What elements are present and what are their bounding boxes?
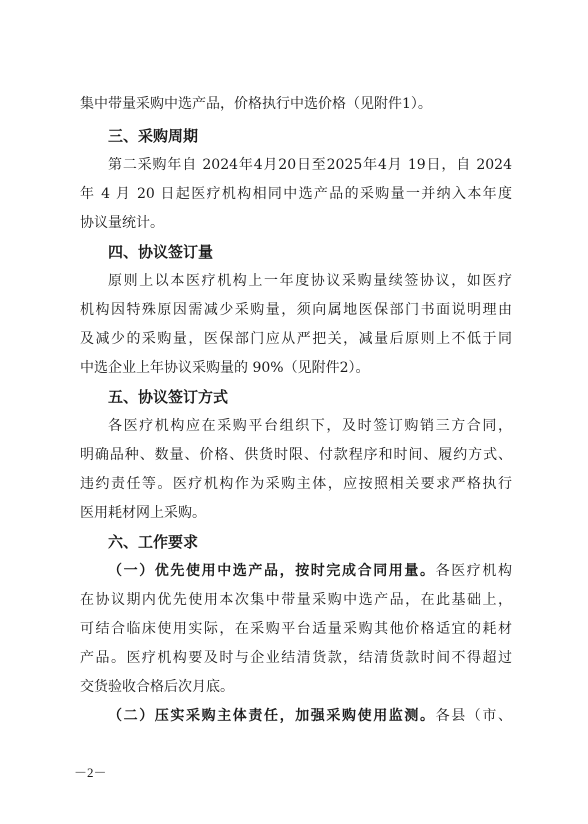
section-heading-3: 三、采购周期 (108, 127, 199, 145)
paragraph-line: 协议量统计。 (80, 215, 164, 231)
subsection-text: 各县（市、 (435, 708, 513, 724)
paragraph-line: 各医疗机构应在采购平台组织下，及时签订购销三方合同， (108, 418, 512, 434)
paragraph-line: 及减少的采购量，医保部门应从严把关，减量后原则上不低于同 (80, 331, 512, 347)
paragraph-line: 交货验收合格后次月底。 (80, 679, 234, 695)
paragraph-line: 可结合临床使用实际，在采购平台适量采购其他价格适宜的耗材 (80, 621, 512, 637)
paragraph-line: 违约责任等。医疗机构作为采购主体，应按照相关要求严格执行 (80, 476, 512, 492)
paragraph-line: 在协议期内优先使用本次集中带量采购中选产品，在此基础上， (80, 592, 512, 608)
paragraph-line: 明确品种、数量、价格、供货时限、付款程序和时间、履约方式、 (80, 447, 512, 463)
paragraph-line: 医用耗材网上采购。 (80, 505, 206, 521)
section-heading-4: 四、协议签订量 (108, 243, 214, 261)
paragraph-line: 原则上以本医疗机构上一年度协议采购量续签协议，如医疗 (108, 273, 512, 289)
paragraph-line: 集中带量采购中选产品，价格执行中选价格（见附件1）。 (80, 96, 432, 112)
paragraph-line: 产品。医疗机构要及时与企业结清货款，结清货款时间不得超过 (80, 650, 512, 666)
paragraph-line (108, 706, 512, 726)
section-heading-6: 六、工作要求 (108, 533, 199, 551)
page-number: －2－ (74, 765, 107, 780)
section-heading-5: 五、协议签订方式 (108, 388, 229, 406)
subsection-title-2: （二）压实采购主体责任，加强采购使用监测。 (108, 708, 436, 724)
subsection-title-1: （一）优先使用中选产品，按时完成合同用量。 (108, 563, 436, 579)
paragraph-line (108, 561, 512, 581)
paragraph-line: 机构因特殊原因需减少采购量，须向属地医保部门书面说明理由 (80, 302, 512, 318)
paragraph-line: 年 4 月 20 日起医疗机构相同中选产品的采购量一并纳入本年度 (80, 186, 512, 202)
paragraph-line: 中选企业上年协议采购量的 90%（见附件2）。 (80, 360, 370, 376)
paragraph-line: 第二采购年自 2024年4月20日至2025年4月 19日，自 2024 (108, 157, 512, 173)
subsection-text: 各医疗机构 (435, 563, 513, 579)
